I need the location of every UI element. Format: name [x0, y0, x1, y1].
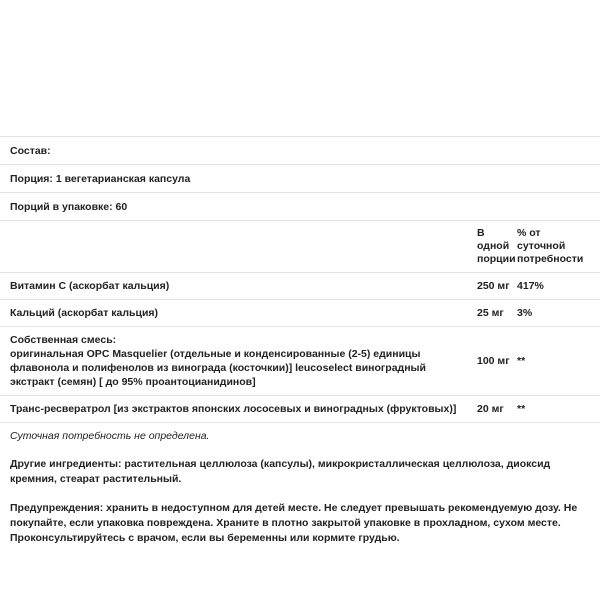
warnings-paragraph: Предупреждения: хранить в недоступном для детей месте. Не следует превышать рекомендуемую дозу. Не покупайте, если упаковка повреждена. Храните в плотно закрытой упаковке в прохладном, сухом месте. Проконсультируйтесь с врачом, если вы беременны или кормите грудью.: [10, 502, 578, 544]
nutrient-daily-value: **: [517, 403, 526, 415]
nutrient-name: Кальций (аскорбат кальция): [10, 307, 159, 319]
supplement-facts-panel: [0, 136, 600, 546]
nutrient-name: Транс-ресвератрол [из экстрактов японских лососевых и виноградных (фруктовых)]: [10, 403, 457, 415]
nutrient-name: Витамин С (аскорбат кальция): [10, 280, 170, 292]
composition-heading: Состав:: [10, 144, 51, 157]
composition-heading-row: [0, 136, 600, 164]
table-row: [0, 395, 600, 422]
table-row: [0, 299, 600, 326]
blend-cell: [10, 333, 477, 389]
nutrient-amount: 100 мг: [477, 355, 510, 367]
table-header-amount: В одной порции: [477, 227, 516, 265]
table-header-row: [0, 220, 600, 272]
nutrient-amount: 25 мг: [477, 307, 504, 319]
daily-value-footnote: Суточная потребность не определена.: [0, 422, 600, 449]
other-ingredients-paragraph: Другие ингредиенты: растительная целлюлоза (капсулы), микрокристаллическая целлюлоза, диоксид кремния, стеарат растительный.: [10, 458, 551, 485]
nutrient-amount: 250 мг: [477, 280, 510, 292]
blend-description: оригинальная OPC Masquelier (отдельные и конденсированные (2-5) единицы флавонола и полифенолов из винограда (косточкии)] leucoselect виноградный экстракт (семян) [ до 95% проантоцианидинов]: [10, 348, 426, 388]
servings-per-container-row: [0, 192, 600, 220]
table-row: [0, 326, 600, 395]
nutrient-amount: 20 мг: [477, 403, 504, 415]
servings-per-container-text: Порций в упаковке: 60: [10, 200, 128, 213]
nutrient-daily-value: 3%: [517, 307, 533, 319]
table-row: [0, 272, 600, 299]
nutrient-daily-value: 417%: [517, 280, 544, 292]
blend-name: Собственная смесь:: [10, 334, 117, 346]
nutrient-daily-value: **: [517, 355, 526, 367]
serving-size-row: [0, 164, 600, 192]
serving-size-text: Порция: 1 вегетарианская капсула: [10, 172, 191, 185]
table-header-daily-value: % от суточной потребности: [517, 227, 584, 265]
